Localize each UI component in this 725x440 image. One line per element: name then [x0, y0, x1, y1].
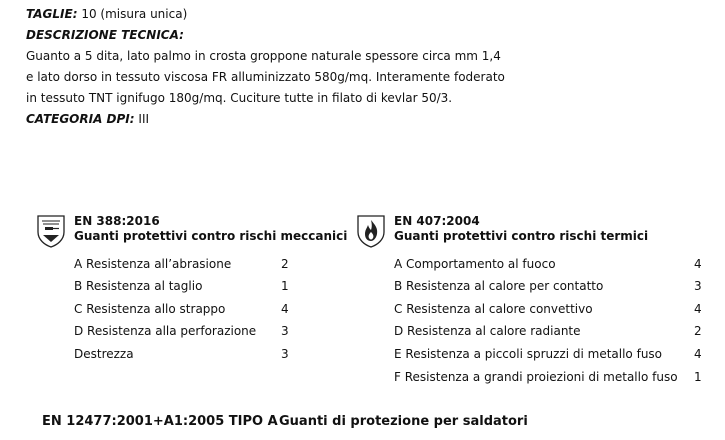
rating-label: D Resistenza alla perforazione — [74, 324, 257, 338]
rating-label: E Resistenza a piccoli spruzzi di metallo fuso — [394, 347, 663, 361]
sizes-line — [26, 4, 505, 25]
technical-spec — [26, 4, 505, 130]
rating-value: 3 — [281, 347, 289, 361]
welder-standard-footer — [42, 413, 702, 431]
sizes-value: 10 (misura unica) — [81, 7, 188, 21]
rating-value: 4 — [694, 347, 702, 361]
flame-risk-icon — [356, 214, 386, 248]
description-label: DESCRIZIONE TECNICA: — [26, 28, 184, 42]
rating-value: 4 — [694, 257, 702, 271]
category-line — [26, 109, 505, 130]
rating-value: 1 — [694, 370, 702, 384]
standard-code: EN 388:2016 — [74, 214, 160, 228]
rating-value: 4 — [281, 302, 289, 316]
rating-label: A Resistenza all’abrasione — [74, 257, 232, 271]
rating-value: 3 — [694, 279, 702, 293]
rating-value: 4 — [694, 302, 702, 316]
category-label: CATEGORIA DPI: — [26, 112, 135, 126]
standard-en407-header — [356, 214, 656, 248]
mechanical-risk-icon — [36, 214, 66, 248]
rating-value: 3 — [281, 324, 289, 338]
description-line-2: e lato dorso in tessuto viscosa FR alluminizzato 580g/mq. Interamente foderato — [26, 70, 505, 84]
standard-code: EN 407:2004 — [394, 214, 480, 228]
rating-label: B Resistenza al taglio — [74, 279, 203, 293]
rating-label: B Resistenza al calore per contatto — [394, 279, 604, 293]
standard-description: Guanti protettivi contro rischi meccanici — [74, 229, 348, 243]
rating-label: F Resistenza a grandi proiezioni di metallo fuso — [394, 370, 678, 384]
rating-label: D Resistenza al calore radiante — [394, 324, 581, 338]
rating-label: A Comportamento al fuoco — [394, 257, 556, 271]
rating-value: 2 — [694, 324, 702, 338]
rating-value: 2 — [281, 257, 289, 271]
sizes-label: TAGLIE: — [26, 7, 78, 21]
rating-label: C Resistenza allo strappo — [74, 302, 226, 316]
description-heading-line — [26, 25, 505, 46]
en388-ratings — [74, 256, 324, 366]
footer-standard-description: Guanti di protezione per saldatori — [279, 414, 528, 429]
description-line-3: in tessuto TNT ignifugo 180g/mq. Cuciture tutte in filato di kevlar 50/3. — [26, 91, 453, 105]
rating-label: C Resistenza al calore convettivo — [394, 302, 593, 316]
category-value: III — [138, 112, 150, 126]
footer-standard-code: EN 12477:2001+A1:2005 TIPO A — [42, 414, 278, 429]
standard-en388-header — [36, 214, 348, 248]
rating-value: 1 — [281, 279, 289, 293]
rating-label: Destrezza — [74, 347, 134, 361]
description-line-1: Guanto a 5 dita, lato palmo in crosta groppone naturale spessore circa mm 1,4 — [26, 49, 501, 63]
en407-ratings — [394, 256, 704, 388]
standard-description: Guanti protettivi contro rischi termici — [394, 229, 649, 243]
